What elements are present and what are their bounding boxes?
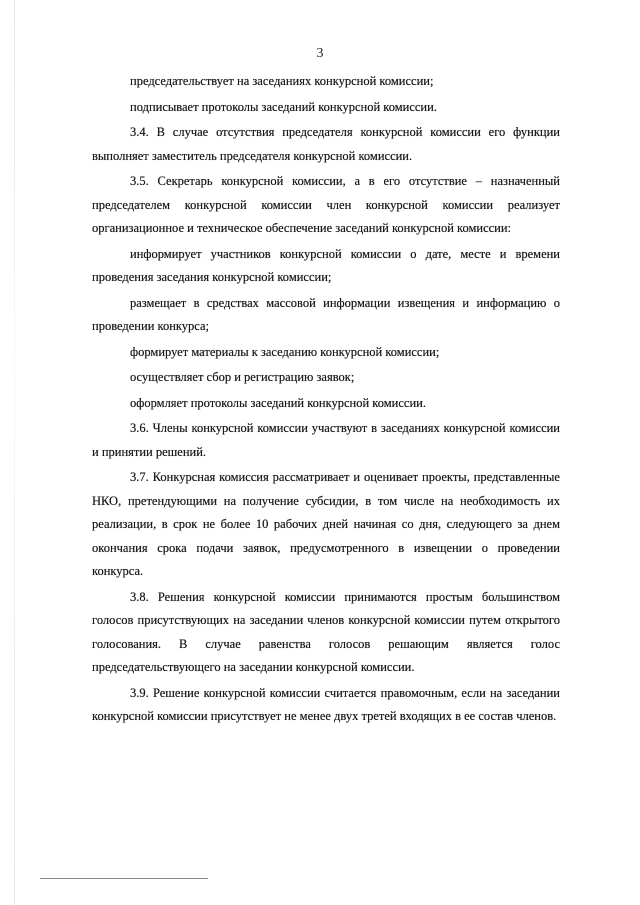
paragraph-prepares-materials: формирует материалы к заседанию конкурсной комиссии; <box>130 344 440 359</box>
paragraph-collects-applications: осуществляет сбор и регистрацию заявок; <box>130 370 355 384</box>
page-number: 3 <box>316 46 324 61</box>
paragraph-drafts-protocols: оформляет протоколы заседаний конкурсной комиссии. <box>130 395 426 410</box>
document-body <box>92 70 560 731</box>
paragraph-chairs-meetings: председательствует на заседаниях конкурсной комиссии; <box>130 74 434 88</box>
paragraph-3-8: 3.8. Решения конкурсной комиссии принимаются простым большинством голосов присутствующих на заседании членов конкурсной комиссии путем открытого голосования. В случае равенства голосов решающим является голос председательствующего на заседании конкурсной комиссии. <box>92 589 560 674</box>
scan-edge-line <box>14 0 15 905</box>
paragraph-signs-protocols: подписывает протоколы заседаний конкурсной комиссии. <box>130 99 437 114</box>
paragraph-informs-participants: информирует участников конкурсной комиссии о дате, месте и времени проведения заседания конкурсной комиссии; <box>92 246 560 284</box>
paragraph-publishes-notices: размещает в средствах массовой информации извещения и информацию о проведении конкурса; <box>92 295 560 333</box>
paragraph-3-5: 3.5. Секретарь конкурсной комиссии, а в его отсутствие – назначенный председателем конкурсной комиссии член конкурсной комиссии реализует организационное и техническое обеспечение заседаний конкурсной комиссии: <box>92 174 560 235</box>
paragraph-3-9: 3.9. Решение конкурсной комиссии считается правомочным, если на заседании конкурсной комиссии присутствует не менее двух третей входящих в ее состав членов. <box>92 685 560 723</box>
paragraph-3-6: 3.6. Члены конкурсной комиссии участвуют в заседаниях конкурсной комиссии и принятии решений. <box>92 421 560 459</box>
paragraph-3-4: 3.4. В случае отсутствия председателя конкурсной комиссии его функции выполняет заместитель председателя конкурсной комиссии. <box>92 125 560 163</box>
bottom-divider <box>40 878 208 879</box>
paragraph-3-7: 3.7. Конкурсная комиссия рассматривает и оценивает проекты, представленные НКО, претендующими на получение субсидии, в том числе на необходимость их реализации, в срок не более 10 рабочих дней начиная со дня, следующего за днем окончания срока подачи заявок, предусмотренного в извещении о проведении конкурса. <box>92 470 560 578</box>
